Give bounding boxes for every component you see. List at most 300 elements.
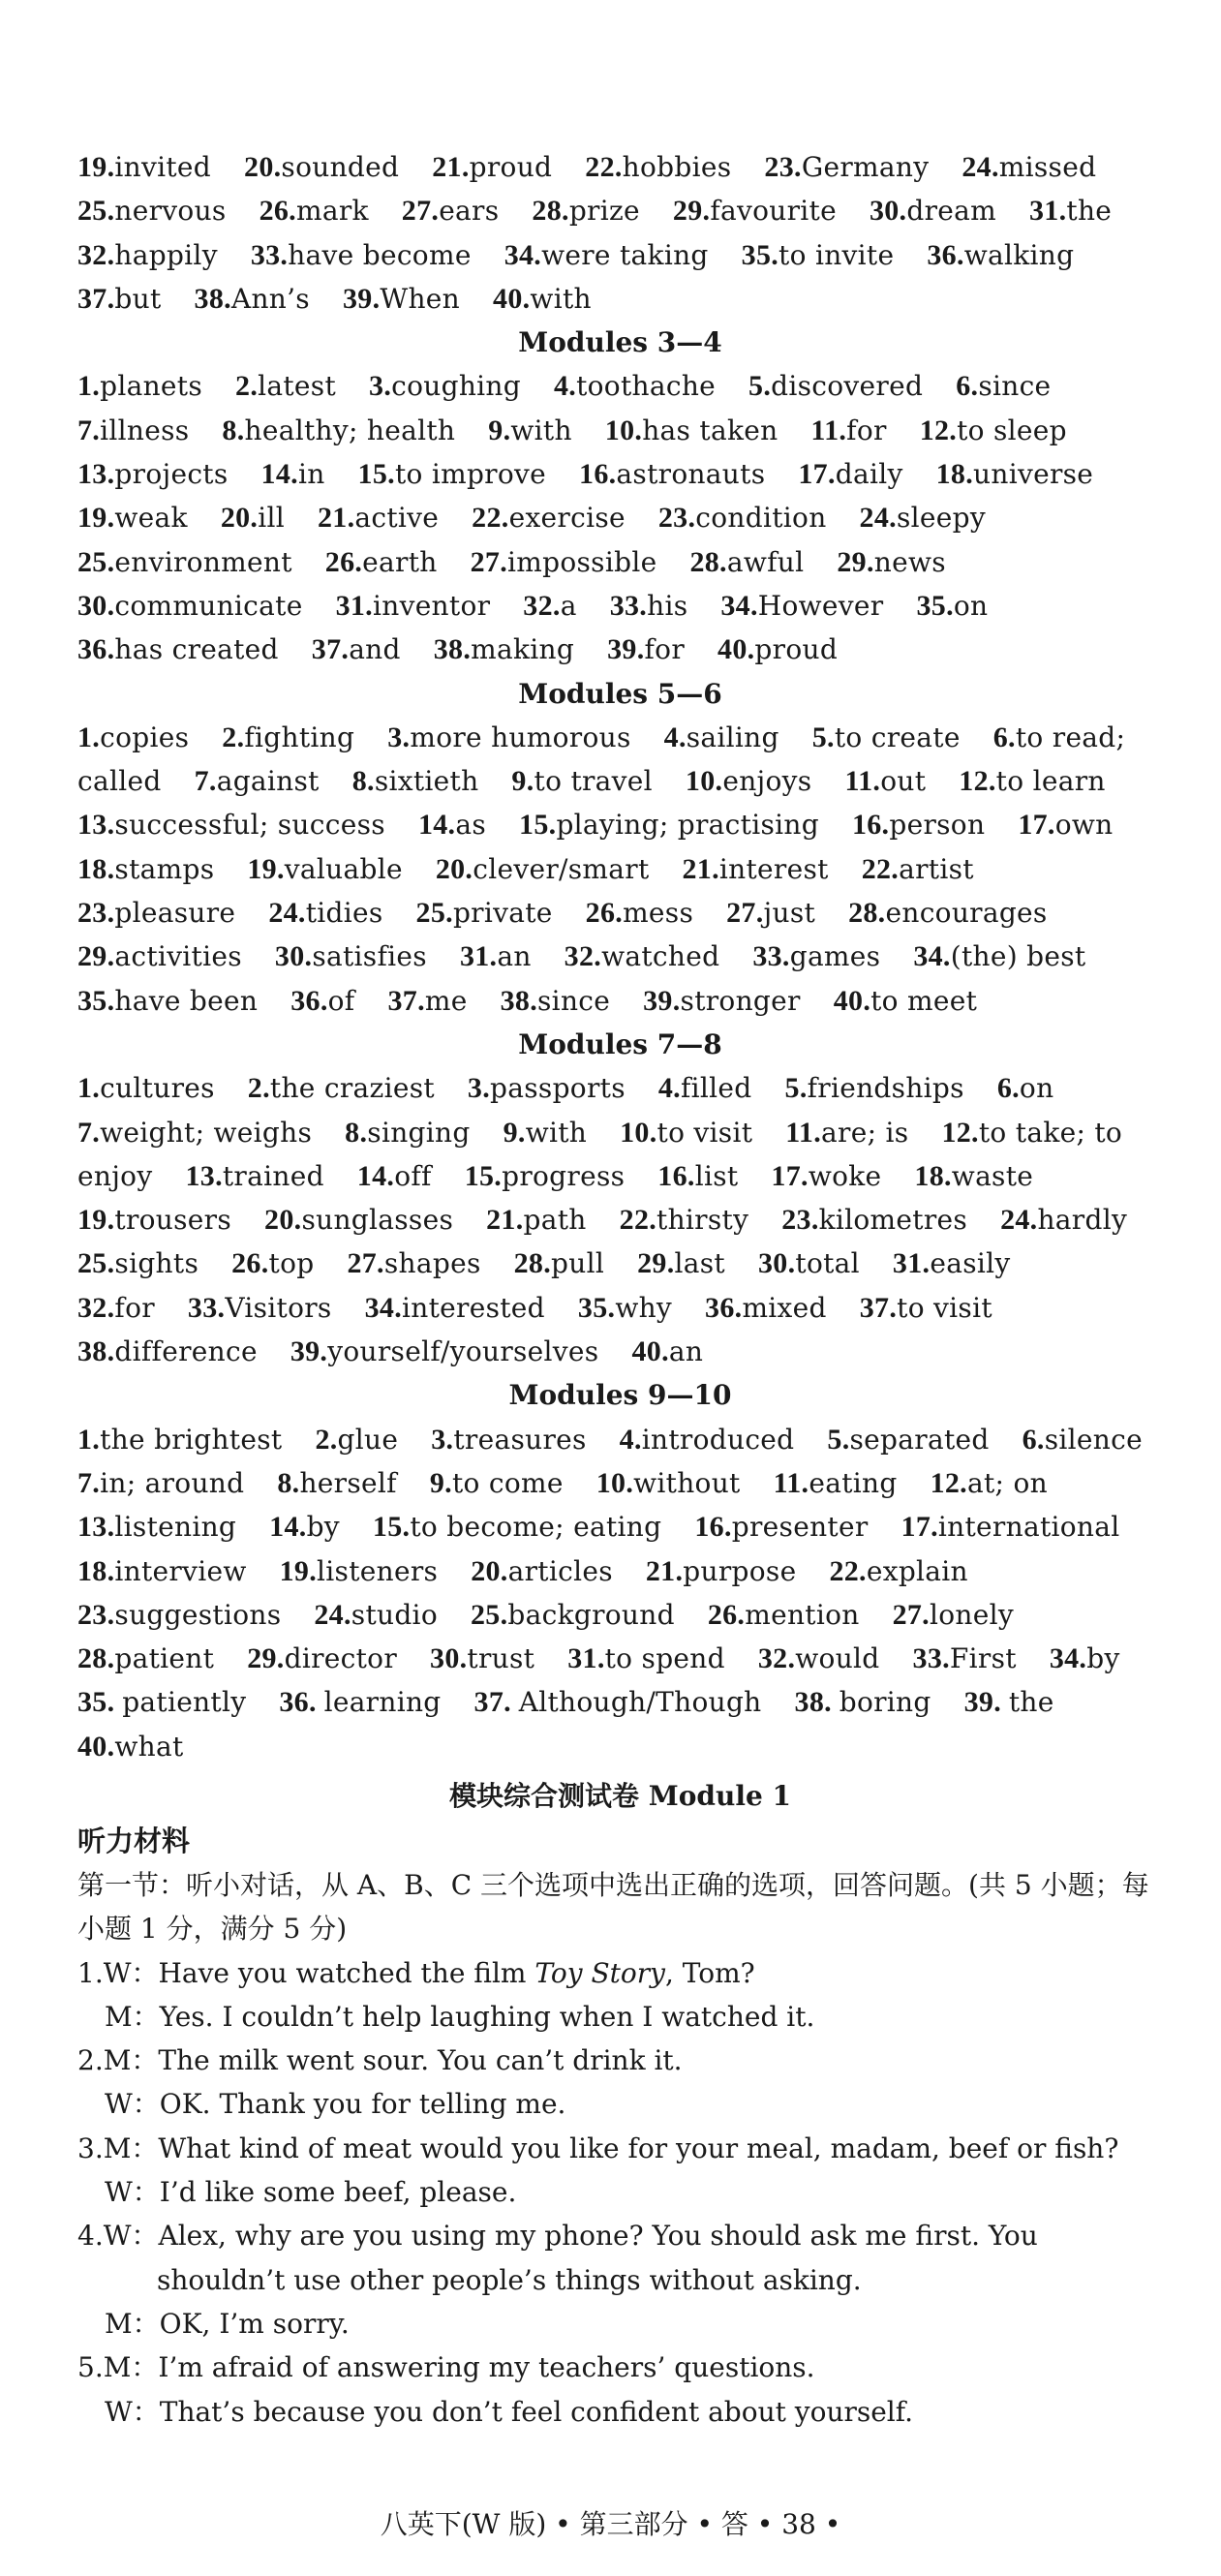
answer-item xyxy=(812,716,961,759)
listening-label: 听力材料 xyxy=(77,1824,191,1857)
answer-number: 5. xyxy=(784,1072,808,1105)
answer-item xyxy=(77,803,385,846)
answer-text: at; on xyxy=(966,1466,1048,1499)
answer-item xyxy=(579,452,765,496)
answer-number: 7. xyxy=(77,1116,101,1149)
answer-number: 26. xyxy=(259,195,296,228)
answer-item xyxy=(471,1549,613,1593)
answer-number: 30. xyxy=(77,589,115,622)
answer-item xyxy=(523,584,576,628)
answer-item xyxy=(77,1461,244,1505)
answer-number: 27. xyxy=(892,1598,930,1631)
answer-text: kilometres xyxy=(818,1204,968,1237)
answer-text: happily xyxy=(114,238,218,271)
answer-text: watched xyxy=(601,940,720,973)
answer-item xyxy=(771,1154,881,1198)
answer-number: 33. xyxy=(250,238,289,271)
answer-item xyxy=(352,759,479,803)
answer-text: to create xyxy=(834,721,961,753)
answer-text: prize xyxy=(568,195,640,228)
answer-text: for xyxy=(846,414,887,446)
film-title: Toy Story xyxy=(534,1956,665,1989)
answer-item xyxy=(554,364,716,408)
speaker-label: W： xyxy=(105,2176,160,2209)
answer-item xyxy=(781,1198,967,1242)
answer-number: 39. xyxy=(643,984,681,1017)
answer-item xyxy=(247,1637,397,1680)
question-number: 3. xyxy=(77,2131,104,2164)
answer-number: 23. xyxy=(657,502,696,535)
answer-item xyxy=(848,891,1048,935)
answer-number: 38. xyxy=(194,282,231,315)
answer-number: 21. xyxy=(486,1204,524,1237)
answer-text: nervous xyxy=(114,195,227,228)
answer-text: as xyxy=(455,809,487,842)
answer-text: to sleep xyxy=(957,414,1067,446)
answer-number: 9. xyxy=(503,1116,526,1149)
answer-number: 35. xyxy=(77,1686,123,1719)
answer-item xyxy=(620,1111,752,1154)
answer-item xyxy=(430,1637,534,1680)
answer-item xyxy=(501,979,611,1023)
answer-text: just xyxy=(763,897,816,930)
answer-text: progress xyxy=(502,1159,626,1192)
answer-text: by xyxy=(1086,1642,1120,1675)
answer-text: against xyxy=(216,765,320,798)
answer-text: introduced xyxy=(641,1423,795,1456)
answer-item xyxy=(247,847,402,891)
answer-number: 4. xyxy=(619,1423,642,1456)
answer-number: 35. xyxy=(577,1291,616,1324)
answer-item xyxy=(373,1505,661,1549)
answer-text: called xyxy=(77,765,162,798)
answer-number: 40. xyxy=(77,1730,115,1763)
answer-item xyxy=(658,496,827,539)
answer-text: dream xyxy=(906,195,996,228)
answer-text: total xyxy=(795,1247,860,1280)
answer-number: 29. xyxy=(247,1642,285,1675)
speaker-label: W： xyxy=(105,2088,160,2121)
answer-item xyxy=(748,364,923,408)
answer-number: 36. xyxy=(279,1686,324,1719)
answer-text: studio xyxy=(351,1598,438,1631)
answer-number: 2. xyxy=(247,1072,270,1105)
dialogue-text: Alex, why are you using my phone? You should ask me first. You xyxy=(158,2220,1038,2253)
answer-text: last xyxy=(674,1247,725,1280)
answer-number: 23. xyxy=(764,151,802,183)
answer-text: (the) best xyxy=(950,940,1086,973)
dialogue-text: The milk went sour. You can’t drink it. xyxy=(158,2044,683,2077)
answer-number: 40. xyxy=(493,282,531,315)
answer-text: glue xyxy=(337,1423,399,1456)
answer-number: 14. xyxy=(269,1511,307,1544)
answer-text: would xyxy=(795,1642,880,1675)
answer-text: the craziest xyxy=(269,1072,435,1105)
answer-text: with xyxy=(510,414,572,446)
answer-number: 36. xyxy=(290,984,328,1017)
answer-number: 25. xyxy=(77,545,115,578)
answer-item xyxy=(77,1418,282,1461)
answer-number: 36. xyxy=(77,633,115,666)
answer-number: 20. xyxy=(244,151,282,183)
answer-text: in xyxy=(297,458,325,491)
answer-item xyxy=(646,1549,797,1593)
answer-text: to visit xyxy=(656,1116,753,1149)
answer-text: mention xyxy=(745,1598,860,1631)
answer-number: 36. xyxy=(705,1291,743,1324)
answer-number: 38. xyxy=(794,1686,839,1719)
answer-item xyxy=(77,1637,214,1680)
answer-item xyxy=(77,979,258,1023)
answer-item xyxy=(290,1330,599,1373)
answer-item xyxy=(275,935,427,978)
answer-number: 35. xyxy=(77,984,115,1017)
answer-number: 25. xyxy=(77,1247,115,1280)
answer-text: private xyxy=(452,897,553,930)
answer-text: since xyxy=(537,984,611,1017)
answer-number: 40. xyxy=(631,1335,669,1368)
answer-item xyxy=(277,1461,396,1505)
answer-text: projects xyxy=(114,458,229,491)
test-title: 模块综合测试卷 Module 1 xyxy=(448,1779,792,1812)
answer-text: articles xyxy=(507,1554,613,1587)
answer-item xyxy=(620,1418,795,1461)
answer-text: of xyxy=(327,984,355,1017)
answer-item xyxy=(235,364,336,408)
answer-text: to improve xyxy=(394,458,547,491)
answer-text: out xyxy=(880,765,927,798)
answer-text: astronauts xyxy=(616,458,766,491)
answer-line xyxy=(77,1680,1163,1724)
answer-item xyxy=(578,1286,672,1330)
answer-number: 29. xyxy=(77,940,115,973)
answer-item xyxy=(694,1505,868,1549)
answer-line xyxy=(77,891,1163,935)
answer-text: herself xyxy=(299,1466,397,1499)
answer-number: 21. xyxy=(432,151,470,183)
answer-text: stamps xyxy=(114,852,215,885)
answer-line xyxy=(77,1330,1163,1373)
answer-number: 27. xyxy=(726,897,764,930)
answer-number: 33. xyxy=(752,940,790,973)
answer-number: 34. xyxy=(720,589,758,622)
answer-text: Visitors xyxy=(225,1291,332,1324)
dialogue-text: I’d like some beef, please. xyxy=(159,2176,517,2209)
answer-text: a xyxy=(560,589,577,622)
answer-text: favourite xyxy=(710,195,837,228)
answer-text: with xyxy=(530,282,592,315)
dialogue-text: , Tom? xyxy=(664,1956,755,1989)
answer-number: 10. xyxy=(595,1466,634,1499)
answer-number: 30. xyxy=(869,195,907,228)
answer-text: Although/Though xyxy=(518,1686,762,1719)
answer-text: encourages xyxy=(885,897,1048,930)
module-heading: Modules 5—6 xyxy=(518,677,722,710)
answer-number: 11. xyxy=(844,765,881,798)
answer-text: sixtieth xyxy=(374,765,479,798)
answer-text: boring xyxy=(839,1686,931,1719)
answer-text: However xyxy=(757,589,884,622)
question-number: 2. xyxy=(77,2044,104,2077)
answer-item xyxy=(993,716,1126,759)
answer-number: 23. xyxy=(77,897,115,930)
answer-number: 32. xyxy=(77,1291,115,1324)
answer-number: 33. xyxy=(187,1291,226,1324)
answer-item xyxy=(268,891,382,935)
answer-text: an xyxy=(497,940,532,973)
answer-number: 30. xyxy=(274,940,313,973)
answer-item xyxy=(586,891,693,935)
answer-number: 21. xyxy=(682,852,719,885)
answer-text: exercise xyxy=(508,502,626,535)
answer-item xyxy=(195,277,310,321)
answer-number: 13. xyxy=(77,1511,115,1544)
answer-item xyxy=(567,1637,725,1680)
answer-text: enjoys xyxy=(722,765,812,798)
answer-line xyxy=(77,1593,1163,1637)
answer-item xyxy=(248,1066,435,1110)
answer-number: 7. xyxy=(194,765,217,798)
answer-number: 15. xyxy=(519,809,557,842)
answer-text: to take; to xyxy=(978,1116,1123,1149)
answer-number: 1. xyxy=(77,721,101,753)
answer-text: purpose xyxy=(683,1554,797,1587)
answer-text: filled xyxy=(680,1072,752,1105)
answer-number: 17. xyxy=(900,1511,938,1544)
answer-number: 36. xyxy=(927,238,964,271)
answer-text: hobbies xyxy=(622,151,732,183)
answer-text: has created xyxy=(114,633,279,666)
answer-item xyxy=(261,452,325,496)
answer-text: mark xyxy=(295,195,369,228)
answer-number: 19. xyxy=(77,151,115,183)
answer-line xyxy=(77,935,1163,978)
answer-number: 19. xyxy=(77,502,115,535)
answer-number: 12. xyxy=(959,765,996,798)
answer-text: sleepy xyxy=(896,502,986,535)
answer-line xyxy=(77,1242,1163,1285)
answer-item xyxy=(343,277,460,321)
answer-text: ears xyxy=(439,195,500,228)
answer-number: 28. xyxy=(848,897,886,930)
answer-item xyxy=(504,233,709,277)
answer-text: director xyxy=(284,1642,398,1675)
answer-item xyxy=(829,1549,967,1593)
answer-number: 13. xyxy=(77,458,115,491)
answer-number: 17. xyxy=(771,1159,809,1192)
answer-item xyxy=(77,1680,246,1724)
answer-item xyxy=(430,1461,564,1505)
answer-item xyxy=(472,496,626,539)
answer-item xyxy=(1000,1198,1127,1242)
answer-text: patient xyxy=(114,1642,215,1675)
answer-number: 31. xyxy=(459,940,498,973)
answer-number: 34. xyxy=(913,940,951,973)
answer-number: 24. xyxy=(314,1598,351,1631)
answer-item xyxy=(77,1725,184,1768)
answer-line xyxy=(77,1637,1163,1680)
answer-number: 7. xyxy=(77,414,101,446)
answer-number: 11. xyxy=(785,1116,822,1149)
answer-item xyxy=(280,1549,439,1593)
answer-item xyxy=(758,1637,880,1680)
answer-item xyxy=(77,716,189,759)
answer-item xyxy=(689,540,804,584)
answer-number: 31. xyxy=(892,1247,931,1280)
answer-number: 16. xyxy=(694,1511,732,1544)
answer-number: 37. xyxy=(859,1291,898,1324)
dialogue-line xyxy=(77,2214,1163,2257)
answer-number: 18. xyxy=(77,1554,115,1587)
answer-text: artist xyxy=(899,852,974,885)
answer-item xyxy=(402,189,500,232)
answer-number: 22. xyxy=(829,1554,867,1587)
answer-number: 11. xyxy=(773,1466,809,1499)
answer-number: 13. xyxy=(77,809,115,842)
answer-number: 38. xyxy=(500,984,538,1017)
answer-item xyxy=(77,1549,247,1593)
answer-item xyxy=(664,716,779,759)
answer-item xyxy=(436,847,650,891)
answer-line xyxy=(77,1505,1163,1549)
answer-item xyxy=(726,891,815,935)
answer-text: more humorous xyxy=(410,721,631,753)
answer-item xyxy=(893,1242,1011,1285)
dialogue-line xyxy=(77,2039,1163,2082)
answer-item xyxy=(785,1111,908,1154)
answer-item xyxy=(365,1286,545,1330)
answer-number: 8. xyxy=(345,1116,368,1149)
answer-item xyxy=(657,1154,738,1198)
answer-number: 21. xyxy=(645,1554,684,1587)
answer-text: with xyxy=(525,1116,588,1149)
answer-item xyxy=(837,540,946,584)
answer-number: 26. xyxy=(324,545,363,578)
answer-item xyxy=(336,584,491,628)
answer-text: When xyxy=(380,282,461,315)
answer-line xyxy=(77,233,1163,277)
answer-item xyxy=(605,409,778,452)
answer-item xyxy=(77,759,162,803)
answer-text: universe xyxy=(973,458,1094,491)
answer-text: making xyxy=(471,633,575,666)
answer-number: 3. xyxy=(369,370,392,403)
answer-text: lonely xyxy=(929,1598,1014,1631)
answer-number: 31. xyxy=(335,589,373,622)
answer-number: 8. xyxy=(351,765,375,798)
answer-item xyxy=(77,1198,231,1242)
answer-text: successful; success xyxy=(114,809,385,842)
answer-number: 12. xyxy=(941,1116,979,1149)
answer-text: person xyxy=(889,809,986,842)
answer-item xyxy=(471,540,657,584)
answer-item xyxy=(434,628,574,671)
answer-number: 35. xyxy=(916,589,954,622)
answer-item xyxy=(643,979,801,1023)
answer-number: 1. xyxy=(77,370,101,403)
answer-text: listening xyxy=(114,1511,237,1544)
answer-item xyxy=(77,1286,155,1330)
answer-text: playing; practising xyxy=(556,809,819,842)
answer-line xyxy=(77,1461,1163,1505)
dialogue-text: Yes. I couldn’t help laughing when I watched it. xyxy=(159,2000,815,2033)
answer-text: Germany xyxy=(801,151,930,183)
answer-item xyxy=(752,935,880,978)
answer-item xyxy=(1050,1637,1120,1680)
dialogue-line-continued: shouldn’t use other people’s things without asking. xyxy=(157,2263,862,2296)
answer-text: coughing xyxy=(391,370,521,403)
answer-item xyxy=(77,1154,152,1198)
answer-text: but xyxy=(114,282,162,315)
answer-text: tidies xyxy=(305,897,383,930)
answer-item xyxy=(77,1505,236,1549)
answer-number: 40. xyxy=(833,984,871,1017)
answer-item xyxy=(77,277,162,321)
answer-text: patiently xyxy=(122,1686,247,1719)
answer-line xyxy=(77,145,1163,189)
answer-number: 29. xyxy=(672,195,711,228)
answer-item xyxy=(231,1242,314,1285)
answer-number: 5. xyxy=(811,721,835,753)
answer-line xyxy=(77,409,1163,452)
answer-item xyxy=(941,1111,1122,1154)
answer-text: stronger xyxy=(680,984,801,1017)
answer-item xyxy=(345,1111,470,1154)
answer-item xyxy=(77,584,303,628)
answer-number: 29. xyxy=(837,545,874,578)
answer-item xyxy=(195,759,320,803)
answer-item xyxy=(758,1242,860,1285)
answer-number: 37. xyxy=(473,1686,519,1719)
answer-number: 30. xyxy=(430,1642,468,1675)
answer-number: 24. xyxy=(1000,1204,1038,1237)
answer-number: 31. xyxy=(1028,195,1067,228)
answer-number: 8. xyxy=(222,414,245,446)
answer-text: what xyxy=(114,1730,184,1763)
answer-text: yourself/yourselves xyxy=(327,1335,599,1368)
answer-text: to spend xyxy=(604,1642,725,1675)
answer-number: 6. xyxy=(956,370,979,403)
answer-item xyxy=(471,1593,675,1637)
answer-item xyxy=(77,935,242,978)
answer-item xyxy=(222,409,455,452)
answer-item xyxy=(959,759,1105,803)
answer-item xyxy=(1029,189,1112,232)
answer-item xyxy=(720,584,883,628)
answer-text: fighting xyxy=(244,721,355,753)
question-number: 1. xyxy=(77,1956,104,1989)
answer-text: have become xyxy=(288,238,472,271)
answer-text: to come xyxy=(451,1466,564,1499)
answer-item xyxy=(221,496,285,539)
answer-item xyxy=(77,628,279,671)
answer-number: 26. xyxy=(585,897,624,930)
answer-item xyxy=(532,189,640,232)
dialogue-text: OK, I’m sorry. xyxy=(159,2307,350,2340)
answer-number: 34. xyxy=(504,238,542,271)
answer-number: 22. xyxy=(619,1204,657,1237)
answer-item xyxy=(810,409,886,452)
answer-number: 26. xyxy=(707,1598,746,1631)
answer-text: treasures xyxy=(453,1423,587,1456)
answer-number: 8. xyxy=(277,1466,300,1499)
answer-text: valuable xyxy=(284,852,403,885)
speaker-label: W： xyxy=(103,1956,159,1989)
answer-item xyxy=(1018,803,1113,846)
answer-item xyxy=(914,1154,1033,1198)
answer-text: to meet xyxy=(870,984,978,1017)
answer-number: 3. xyxy=(431,1423,454,1456)
